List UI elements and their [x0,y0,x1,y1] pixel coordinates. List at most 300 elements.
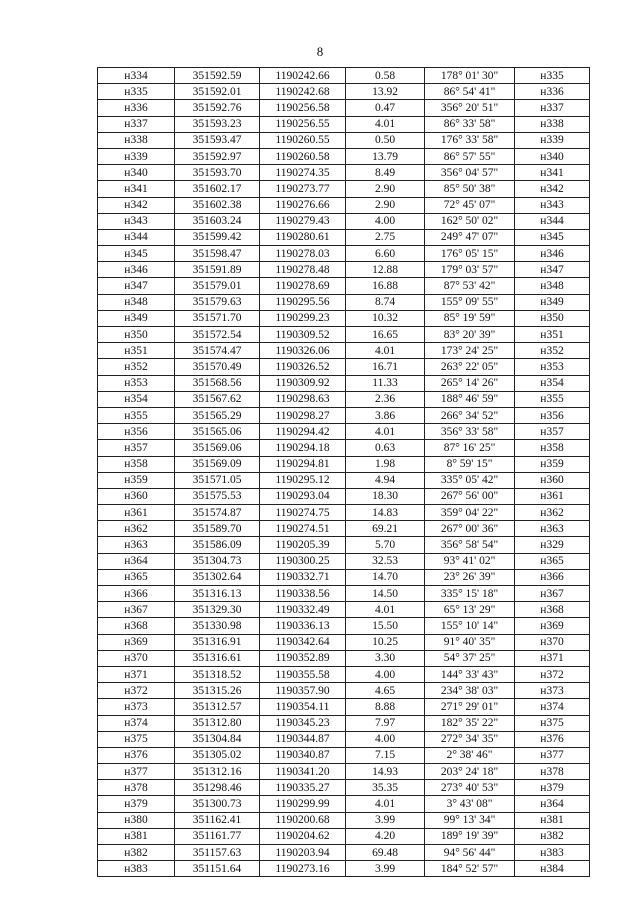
cell-point: н372 [98,683,175,699]
cell-length: 2.36 [346,391,425,407]
cell-length: 2.75 [346,229,425,245]
cell-x: 351571.05 [175,472,260,488]
table-row [98,359,590,375]
cell-y: 1190295.12 [260,472,346,488]
table-row [98,505,590,521]
table-row [98,618,590,634]
cell-x: 351329.30 [175,602,260,618]
cell-bearing: 271° 29' 01" [425,699,515,715]
cell-next-point: н377 [515,747,590,763]
cell-bearing: 83° 20' 39" [425,327,515,343]
cell-y: 1190340.87 [260,747,346,763]
cell-point: н366 [98,586,175,602]
cell-bearing: 356° 20' 51" [425,100,515,116]
cell-point: н362 [98,521,175,537]
cell-length: 15.50 [346,618,425,634]
cell-length: 7.15 [346,747,425,763]
cell-y: 1190279.43 [260,213,346,229]
cell-next-point: н376 [515,731,590,747]
cell-bearing: 267° 00' 36" [425,521,515,537]
cell-next-point: н362 [515,505,590,521]
cell-x: 351312.57 [175,699,260,715]
cell-next-point: н375 [515,715,590,731]
cell-length: 69.48 [346,845,425,861]
table-row [98,407,590,423]
cell-next-point: н340 [515,148,590,164]
cell-y: 1190335.27 [260,780,346,796]
cell-point: н347 [98,278,175,294]
cell-length: 5.70 [346,537,425,553]
cell-bearing: 2° 38' 46" [425,747,515,763]
cell-next-point: н347 [515,262,590,278]
cell-y: 1190293.04 [260,488,346,504]
cell-point: н337 [98,116,175,132]
table-row [98,84,590,100]
coordinates-table-body [98,68,590,877]
cell-length: 0.58 [346,68,425,84]
cell-point: н378 [98,780,175,796]
cell-bearing: 359° 04' 22" [425,505,515,521]
cell-y: 1190341.20 [260,764,346,780]
cell-point: н354 [98,391,175,407]
cell-bearing: 265° 14' 26" [425,375,515,391]
cell-point: н373 [98,699,175,715]
cell-next-point: н367 [515,586,590,602]
cell-point: н367 [98,602,175,618]
cell-point: н374 [98,715,175,731]
table-row [98,666,590,682]
cell-point: н345 [98,246,175,262]
cell-length: 4.20 [346,828,425,844]
cell-y: 1190332.49 [260,602,346,618]
cell-next-point: н349 [515,294,590,310]
table-row [98,472,590,488]
cell-next-point: н356 [515,407,590,423]
cell-x: 351305.02 [175,747,260,763]
cell-next-point: н341 [515,165,590,181]
cell-y: 1190336.13 [260,618,346,634]
cell-x: 351300.73 [175,796,260,812]
cell-y: 1190203.94 [260,845,346,861]
cell-length: 8.88 [346,699,425,715]
cell-x: 351161.77 [175,828,260,844]
cell-y: 1190274.35 [260,165,346,181]
cell-x: 351570.49 [175,359,260,375]
cell-point: н353 [98,375,175,391]
cell-y: 1190338.56 [260,586,346,602]
cell-x: 351569.09 [175,456,260,472]
table-row [98,845,590,861]
cell-point: н334 [98,68,175,84]
cell-point: н358 [98,456,175,472]
cell-x: 351304.84 [175,731,260,747]
cell-y: 1190299.99 [260,796,346,812]
cell-x: 351298.46 [175,780,260,796]
cell-length: 10.32 [346,310,425,326]
cell-point: н377 [98,764,175,780]
table-row [98,828,590,844]
cell-x: 351603.24 [175,213,260,229]
table-row [98,132,590,148]
table-row [98,229,590,245]
cell-length: 4.01 [346,602,425,618]
cell-bearing: 155° 09' 55" [425,294,515,310]
cell-bearing: 23° 26' 39" [425,569,515,585]
cell-length: 14.70 [346,569,425,585]
cell-length: 10.25 [346,634,425,650]
cell-bearing: 85° 19' 59" [425,310,515,326]
table-row [98,165,590,181]
cell-next-point: н371 [515,650,590,666]
cell-y: 1190274.51 [260,521,346,537]
cell-x: 351567.62 [175,391,260,407]
cell-x: 351304.73 [175,553,260,569]
cell-length: 0.47 [346,100,425,116]
cell-bearing: 85° 50' 38" [425,181,515,197]
cell-point: н348 [98,294,175,310]
cell-next-point: н378 [515,764,590,780]
table-row [98,197,590,213]
cell-y: 1190342.64 [260,634,346,650]
cell-bearing: 162° 50' 02" [425,213,515,229]
cell-next-point: н343 [515,197,590,213]
table-row [98,569,590,585]
cell-bearing: 86° 54' 41" [425,84,515,100]
cell-length: 4.01 [346,116,425,132]
cell-bearing: 356° 33' 58" [425,424,515,440]
cell-point: н343 [98,213,175,229]
cell-point: н349 [98,310,175,326]
cell-length: 4.01 [346,343,425,359]
cell-bearing: 179° 03' 57" [425,262,515,278]
table-row [98,812,590,828]
cell-length: 0.50 [346,132,425,148]
cell-length: 2.90 [346,197,425,213]
table-row [98,327,590,343]
cell-length: 12.88 [346,262,425,278]
cell-point: н357 [98,440,175,456]
cell-x: 351565.06 [175,424,260,440]
cell-x: 351316.13 [175,586,260,602]
cell-next-point: н352 [515,343,590,359]
cell-x: 351315.26 [175,683,260,699]
cell-point: н350 [98,327,175,343]
cell-next-point: н366 [515,569,590,585]
cell-bearing: 263° 22' 05" [425,359,515,375]
cell-bearing: 234° 38' 03" [425,683,515,699]
cell-y: 1190294.81 [260,456,346,472]
cell-length: 14.93 [346,764,425,780]
cell-y: 1190273.77 [260,181,346,197]
cell-next-point: н335 [515,68,590,84]
cell-bearing: 86° 57' 55" [425,148,515,164]
cell-y: 1190300.25 [260,553,346,569]
cell-point: н370 [98,650,175,666]
cell-length: 8.49 [346,165,425,181]
cell-y: 1190200.68 [260,812,346,828]
cell-point: н338 [98,132,175,148]
cell-point: н363 [98,537,175,553]
cell-x: 351316.61 [175,650,260,666]
cell-x: 351575.53 [175,488,260,504]
cell-y: 1190278.48 [260,262,346,278]
cell-next-point: н348 [515,278,590,294]
cell-length: 7.97 [346,715,425,731]
cell-y: 1190345.23 [260,715,346,731]
cell-next-point: н342 [515,181,590,197]
cell-next-point: н353 [515,359,590,375]
table-row [98,294,590,310]
cell-point: н336 [98,100,175,116]
cell-bearing: 273° 40' 53" [425,780,515,796]
cell-point: н359 [98,472,175,488]
cell-next-point: н384 [515,861,590,877]
cell-y: 1190355.58 [260,666,346,682]
cell-point: н341 [98,181,175,197]
cell-next-point: н379 [515,780,590,796]
cell-bearing: 178° 01' 30" [425,68,515,84]
cell-length: 2.90 [346,181,425,197]
cell-y: 1190273.16 [260,861,346,877]
table-row [98,699,590,715]
table-row [98,537,590,553]
cell-x: 351151.64 [175,861,260,877]
cell-next-point: н361 [515,488,590,504]
cell-y: 1190260.58 [260,148,346,164]
cell-length: 4.01 [346,796,425,812]
cell-bearing: 72° 45' 07" [425,197,515,213]
table-row [98,488,590,504]
cell-x: 351592.76 [175,100,260,116]
cell-x: 351312.80 [175,715,260,731]
cell-y: 1190354.11 [260,699,346,715]
table-row [98,634,590,650]
cell-next-point: н336 [515,84,590,100]
cell-next-point: н346 [515,246,590,262]
cell-bearing: 144° 33' 43" [425,666,515,682]
cell-y: 1190278.03 [260,246,346,262]
cell-point: н346 [98,262,175,278]
cell-length: 13.79 [346,148,425,164]
cell-bearing: 91° 40' 35" [425,634,515,650]
cell-length: 3.99 [346,861,425,877]
cell-y: 1190274.75 [260,505,346,521]
cell-point: н335 [98,84,175,100]
cell-x: 351589.70 [175,521,260,537]
cell-point: н383 [98,861,175,877]
cell-next-point: н370 [515,634,590,650]
cell-y: 1190309.52 [260,327,346,343]
table-row [98,586,590,602]
table-row [98,456,590,472]
cell-bearing: 87° 16' 25" [425,440,515,456]
table-row [98,764,590,780]
cell-x: 351602.38 [175,197,260,213]
page-number: 8 [316,44,324,59]
cell-bearing: 335° 15' 18" [425,586,515,602]
cell-length: 3.86 [346,407,425,423]
cell-bearing: 249° 47' 07" [425,229,515,245]
cell-length: 0.63 [346,440,425,456]
table-row [98,343,590,359]
cell-point: н339 [98,148,175,164]
cell-x: 351574.87 [175,505,260,521]
cell-y: 1190294.42 [260,424,346,440]
table-row [98,181,590,197]
cell-point: н382 [98,845,175,861]
cell-point: н364 [98,553,175,569]
table-row [98,424,590,440]
table-row [98,262,590,278]
cell-bearing: 173° 24' 25" [425,343,515,359]
table-row [98,650,590,666]
cell-point: н356 [98,424,175,440]
cell-bearing: 188° 46' 59" [425,391,515,407]
cell-y: 1190242.68 [260,84,346,100]
cell-bearing: 272° 34' 35" [425,731,515,747]
cell-next-point: н344 [515,213,590,229]
table-row [98,440,590,456]
cell-next-point: н338 [515,116,590,132]
cell-y: 1190357.90 [260,683,346,699]
cell-point: н355 [98,407,175,423]
cell-next-point: н350 [515,310,590,326]
cell-y: 1190298.27 [260,407,346,423]
cell-point: н351 [98,343,175,359]
cell-x: 351599.42 [175,229,260,245]
cell-bearing: 267° 56' 00" [425,488,515,504]
cell-point: н344 [98,229,175,245]
cell-bearing: 184° 52' 57" [425,861,515,877]
cell-bearing: 155° 10' 14" [425,618,515,634]
cell-bearing: 335° 05' 42" [425,472,515,488]
cell-length: 16.71 [346,359,425,375]
cell-bearing: 189° 19' 39" [425,828,515,844]
table-row [98,731,590,747]
table-row [98,602,590,618]
cell-length: 18.30 [346,488,425,504]
cell-length: 14.83 [346,505,425,521]
cell-x: 351162.41 [175,812,260,828]
cell-next-point: н354 [515,375,590,391]
cell-point: н365 [98,569,175,585]
cell-y: 1190309.92 [260,375,346,391]
cell-next-point: н351 [515,327,590,343]
cell-x: 351592.59 [175,68,260,84]
cell-bearing: 87° 53' 42" [425,278,515,294]
cell-y: 1190205.39 [260,537,346,553]
cell-x: 351586.09 [175,537,260,553]
cell-bearing: 65° 13' 29" [425,602,515,618]
cell-bearing: 54° 37' 25" [425,650,515,666]
cell-point: н342 [98,197,175,213]
cell-bearing: 176° 33' 58" [425,132,515,148]
cell-length: 16.88 [346,278,425,294]
coordinates-table [97,67,590,877]
table-row [98,148,590,164]
cell-length: 69.21 [346,521,425,537]
cell-next-point: н365 [515,553,590,569]
cell-y: 1190294.18 [260,440,346,456]
cell-x: 351318.52 [175,666,260,682]
cell-point: н368 [98,618,175,634]
cell-length: 4.00 [346,213,425,229]
cell-x: 351579.63 [175,294,260,310]
cell-next-point: н372 [515,666,590,682]
cell-next-point: н373 [515,683,590,699]
cell-y: 1190352.89 [260,650,346,666]
cell-x: 351571.70 [175,310,260,326]
cell-point: н360 [98,488,175,504]
table-row [98,391,590,407]
cell-point: н361 [98,505,175,521]
cell-next-point: н363 [515,521,590,537]
cell-length: 32.53 [346,553,425,569]
cell-length: 4.01 [346,424,425,440]
cell-next-point: н329 [515,537,590,553]
cell-point: н380 [98,812,175,828]
cell-x: 351602.17 [175,181,260,197]
cell-next-point: н368 [515,602,590,618]
table-row [98,246,590,262]
cell-x: 351330.98 [175,618,260,634]
cell-bearing: 94° 56' 44" [425,845,515,861]
table-row [98,861,590,877]
cell-x: 351574.47 [175,343,260,359]
table-row [98,100,590,116]
cell-bearing: 356° 58' 54" [425,537,515,553]
cell-x: 351579.01 [175,278,260,294]
cell-x: 351568.56 [175,375,260,391]
cell-length: 13.92 [346,84,425,100]
cell-bearing: 93° 41' 02" [425,553,515,569]
cell-y: 1190256.58 [260,100,346,116]
cell-x: 351598.47 [175,246,260,262]
cell-length: 16.65 [346,327,425,343]
cell-bearing: 356° 04' 57" [425,165,515,181]
cell-bearing: 99° 13' 34" [425,812,515,828]
cell-x: 351316.91 [175,634,260,650]
cell-x: 351592.97 [175,148,260,164]
cell-length: 8.74 [346,294,425,310]
cell-next-point: н359 [515,456,590,472]
cell-point: н381 [98,828,175,844]
cell-y: 1190299.23 [260,310,346,326]
cell-next-point: н383 [515,845,590,861]
cell-length: 1.98 [346,456,425,472]
cell-next-point: н358 [515,440,590,456]
cell-bearing: 86° 33' 58" [425,116,515,132]
cell-point: н340 [98,165,175,181]
table-row [98,747,590,763]
cell-bearing: 176° 05' 15" [425,246,515,262]
cell-next-point: н374 [515,699,590,715]
cell-point: н376 [98,747,175,763]
cell-x: 351592.01 [175,84,260,100]
cell-x: 351157.63 [175,845,260,861]
cell-x: 351593.70 [175,165,260,181]
cell-y: 1190295.56 [260,294,346,310]
cell-point: н371 [98,666,175,682]
cell-length: 6.60 [346,246,425,262]
table-row [98,68,590,84]
cell-x: 351593.23 [175,116,260,132]
cell-length: 3.30 [346,650,425,666]
cell-length: 11.33 [346,375,425,391]
cell-y: 1190332.71 [260,569,346,585]
cell-point: н379 [98,796,175,812]
table-row [98,553,590,569]
